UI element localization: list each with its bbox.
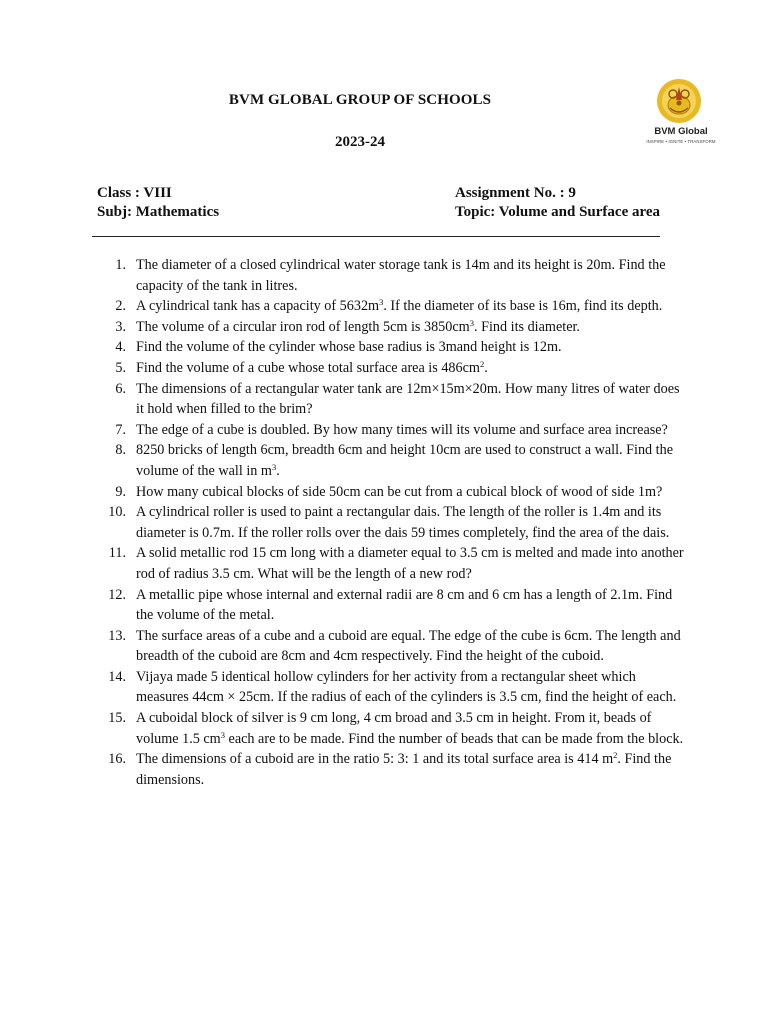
question-number: 6. <box>115 380 126 397</box>
question-item <box>96 420 686 441</box>
subject-label: Subj: Mathematics <box>97 204 220 220</box>
question-text: A cylindrical roller is used to paint a rectangular dais. The length of the roller is 1.4m and its diameter is 0.7m. If the roller rolls over the dais 59 times completely, find the area of the dais. <box>136 504 670 541</box>
question-text: The edge of a cube is doubled. By how many times will its volume and surface area increase? <box>136 421 668 438</box>
question-text: How many cubical blocks of side 50cm can be cut from a cubical block of wood of side 1m? <box>136 483 663 500</box>
question-text: The dimensions of a rectangular water tank are 12m×15m×20m. How many litres of water does it hold when filled to the brim? <box>136 380 680 418</box>
question-item <box>96 337 686 358</box>
question-number: 9. <box>115 483 126 500</box>
question-number: 16. <box>108 751 126 768</box>
question-item <box>96 585 686 626</box>
question-number: 15. <box>108 710 126 727</box>
academic-session: 2023-24 <box>335 134 385 150</box>
topic-label: Topic: Volume and Surface area <box>455 204 661 220</box>
question-number: 2. <box>115 298 126 315</box>
question-text: A solid metallic rod 15 cm long with a diameter equal to 3.5 cm is melted and made into another rod of radius 3.5 cm. What will be the length of a new rod? <box>136 545 684 582</box>
question-item <box>96 502 686 543</box>
logo-emblem-icon <box>656 78 702 124</box>
question-number: 10. <box>108 504 126 521</box>
question-item <box>96 255 686 296</box>
class-label: Class : VIII <box>97 185 172 201</box>
question-number: 8. <box>115 442 126 459</box>
question-item <box>96 543 686 584</box>
question-item <box>96 749 686 790</box>
question-number: 11. <box>108 545 126 562</box>
question-number: 7. <box>115 421 126 438</box>
question-item <box>96 667 686 708</box>
question-text: A metallic pipe whose internal and external radii are 8 cm and 6 cm has a length of 2.1m. Find the volume of the metal. <box>136 586 673 624</box>
question-text: The volume of a circular iron rod of length 5cm is $3850cm^3$. Find its diameter. <box>136 317 580 335</box>
question-item <box>96 440 686 481</box>
question-text: A cuboidal block of silver is 9 cm long, 4 cm broad and 3.5 cm in height. From it, beads of volume 1.5 $cm^3$ each are to be made. Find the number of beads that can be made from the block. <box>136 710 684 747</box>
question-text: Find the volume of the cylinder whose base radius is 3mand height is 12m. <box>136 339 562 356</box>
question-list <box>96 255 686 790</box>
school-name: BVM GLOBAL GROUP OF SCHOOLS <box>228 92 492 108</box>
question-number: 13. <box>108 627 126 644</box>
question-number: 14. <box>108 668 126 685</box>
logo-name: BVM Global <box>654 126 708 137</box>
question-number: 3. <box>115 318 126 335</box>
question-number: 5. <box>115 359 126 376</box>
question-text: The dimensions of a cuboid are in the ratio 5: 3: 1 and its total surface area is 414 $m^2$. Find the dimensions. <box>136 750 672 788</box>
question-number: 1. <box>115 257 126 273</box>
question-item <box>96 296 686 317</box>
question-text: 8250 bricks of length 6cm, breadth 6cm and height 10cm are used to construct a wall. Find the volume of the wall in $m^3$. <box>136 442 674 479</box>
question-text: Find the volume of a cube whose total surface area is $486cm^2$. <box>136 358 488 376</box>
school-logo <box>640 78 722 148</box>
logo-tagline: INSPIRE • IGNITE • TRANSFORM <box>646 139 716 144</box>
assignment-number: Assignment No. : 9 <box>455 185 576 201</box>
question-text: Vijaya made 5 identical hollow cylinders for her activity from a rectangular sheet which measures 44cm × 25cm. If the radius of each of the cylinders is 3.5 cm, find the height of each. <box>136 668 677 706</box>
question-text: A cylindrical tank has a capacity of $5632m^3$. If the diameter of its base is 16m, find its depth. <box>136 297 663 315</box>
header-divider <box>92 236 660 237</box>
question-item <box>96 708 686 749</box>
question-number: 12. <box>108 586 126 603</box>
question-text: The surface areas of a cube and a cuboid are equal. The edge of the cube is 6cm. The length and breadth of the cuboid are 8cm and 4cm respectively. Find the height of the cuboid. <box>136 627 681 665</box>
question-item <box>96 626 686 667</box>
question-item <box>96 379 686 420</box>
question-item <box>96 482 686 503</box>
question-text: The diameter of a closed cylindrical water storage tank is 14m and its height is 20m. Find the capacity of the tank in litres. <box>136 257 666 294</box>
question-number: 4. <box>115 339 126 356</box>
question-item <box>96 317 686 338</box>
question-item <box>96 358 686 379</box>
